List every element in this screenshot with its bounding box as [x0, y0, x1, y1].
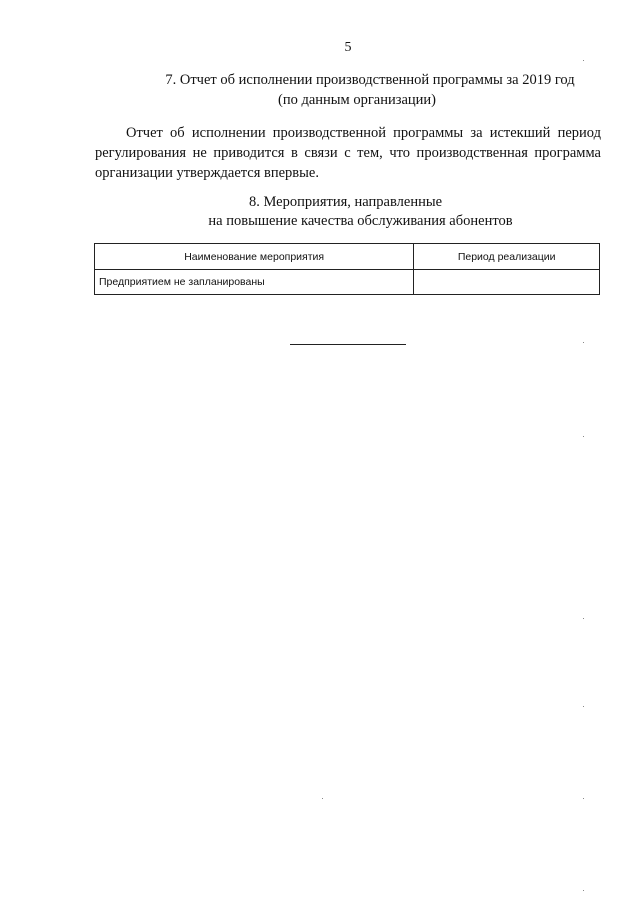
section-7-paragraph: Отчет об исполнении производственной программы за истекший период регулирования не приводится в связи с тем, что производственная программа организации утверждается впервые. [95, 125, 601, 181]
scan-speck [322, 798, 323, 799]
scan-speck [583, 436, 584, 437]
cell-measure-name: Предприятием не запланированы [95, 270, 414, 295]
table-row [95, 270, 600, 295]
header-implementation-period: Период реализации [414, 244, 600, 270]
scan-speck [583, 618, 584, 619]
scan-speck [583, 890, 584, 891]
measures-table [94, 243, 600, 295]
end-rule [290, 344, 406, 345]
section-8-title: 8. Мероприятия, направленные [248, 194, 443, 210]
section-8-heading [95, 193, 601, 231]
section-7-subtitle: (по данным организации) [277, 92, 436, 108]
cell-implementation-period [414, 270, 600, 295]
scan-speck [583, 342, 584, 343]
table-header-row [95, 244, 600, 270]
header-measure-name: Наименование мероприятия [95, 244, 414, 270]
scan-speck [583, 60, 584, 61]
section-7-heading [100, 70, 640, 110]
scan-speck [583, 706, 584, 707]
section-7-title: 7. Отчет об исполнении производственной программы за 2019 год [165, 72, 575, 88]
page-number: 5 [344, 40, 352, 55]
scan-speck [583, 798, 584, 799]
section-8-subtitle: на повышение качества обслуживания абонентов [208, 213, 513, 229]
